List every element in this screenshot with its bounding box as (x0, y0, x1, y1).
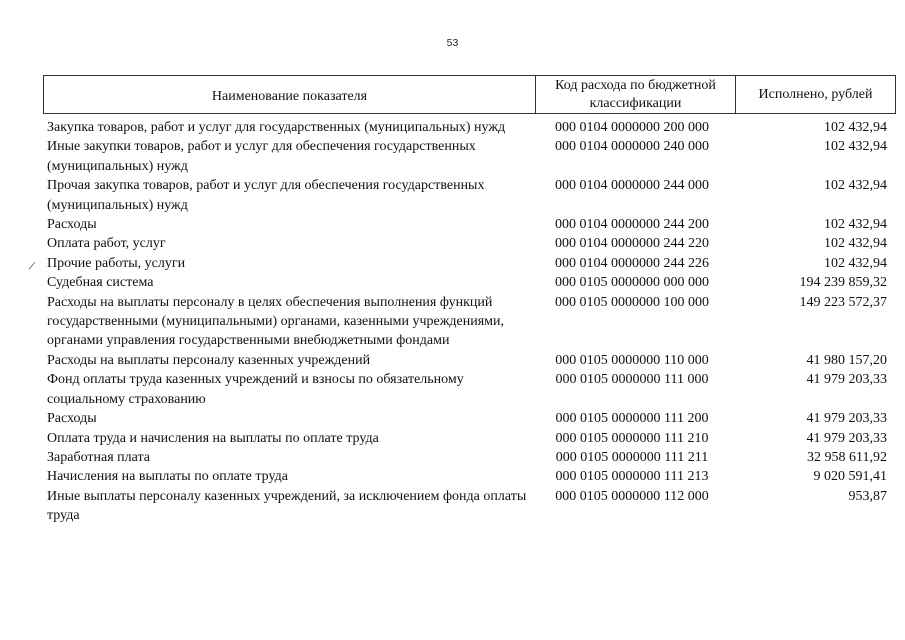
row-code: 000 0105 0000000 000 000 (555, 275, 709, 291)
header-name: Наименование показателя (211, 88, 368, 104)
row-code: 000 0104 0000000 240 000 (555, 139, 709, 155)
row-code: 000 0105 0000000 111 213 (555, 469, 709, 485)
row-code: 000 0104 0000000 244 000 (555, 178, 709, 194)
row-name: Закупка товаров, работ и услуг для государственных (муниципальных) нужд (47, 120, 506, 135)
row-amount: 102 432,94 (824, 236, 887, 252)
table-body (47, 118, 887, 526)
row-code: 000 0105 0000000 112 000 (555, 488, 709, 504)
row-code: 000 0105 0000000 110 000 (555, 352, 709, 368)
table-row (47, 293, 887, 351)
row-code: 000 0104 0000000 244 200 (555, 217, 709, 233)
table-row (47, 254, 887, 273)
row-name: Заработная плата (47, 449, 150, 465)
row-name: Расходы на выплаты персоналу казенных учреждений (47, 352, 371, 368)
table-row (47, 215, 887, 234)
row-code: 000 0104 0000000 200 000 (555, 120, 709, 135)
table-row (47, 429, 887, 448)
row-name: Прочая закупка товаров, работ и услуг для обеспечения государственных (муниципальных) нужд (47, 178, 485, 213)
row-amount: 953,87 (848, 488, 887, 504)
row-name: Расходы (47, 217, 97, 233)
row-name: Иные закупки товаров, работ и услуг для обеспечения государственных (муниципальных) нужд (47, 139, 476, 174)
row-amount: 149 223 572,37 (799, 294, 887, 310)
pen-mark: / (27, 257, 37, 274)
row-code: 000 0105 0000000 111 210 (555, 430, 709, 446)
table-row (47, 176, 887, 215)
table-row (47, 234, 887, 253)
header-code: Код расхода по бюджетной классификации (535, 76, 735, 113)
row-name: Прочие работы, услуги (47, 255, 186, 271)
row-amount: 41 979 203,33 (806, 430, 887, 446)
table-row (47, 273, 887, 292)
row-name: Иные выплаты персоналу казенных учреждений, за исключением фонда оплаты труда (47, 488, 527, 524)
row-amount: 9 020 591,41 (813, 469, 887, 485)
table-row (47, 448, 887, 467)
row-amount: 32 958 611,92 (807, 449, 887, 465)
table-header (43, 75, 896, 114)
row-amount: 194 239 859,32 (799, 275, 887, 291)
row-amount: 102 432,94 (824, 120, 887, 135)
table-row (47, 487, 887, 526)
row-amount: 41 979 203,33 (806, 372, 887, 388)
row-code: 000 0105 0000000 111 000 (555, 372, 709, 388)
row-amount: 41 980 157,20 (806, 352, 887, 368)
row-name: Судебная система (47, 275, 154, 291)
row-code: 000 0105 0000000 111 211 (555, 449, 709, 465)
table-row (47, 137, 887, 176)
row-name: Оплата работ, услуг (47, 236, 166, 252)
row-name: Оплата труда и начисления на выплаты по оплате труда (47, 430, 379, 446)
row-amount: 102 432,94 (824, 139, 887, 155)
row-name: Расходы (47, 411, 97, 427)
page-number: 53 (446, 37, 459, 49)
row-code: 000 0104 0000000 244 226 (555, 255, 709, 271)
row-name: Фонд оплаты труда казенных учреждений и взносы по обязательному социальному страхованию (47, 372, 464, 407)
table-row (47, 467, 887, 486)
row-name: Начисления на выплаты по оплате труда (47, 469, 288, 485)
row-amount: 41 979 203,33 (806, 411, 887, 427)
table-row (47, 118, 887, 137)
row-amount: 102 432,94 (824, 217, 887, 233)
row-amount: 102 432,94 (824, 255, 887, 271)
row-name: Расходы на выплаты персоналу в целях обеспечения выполнения функций государственными (муниципальными) органами, казенными учреждениями, органами управления государственными внебюджетными фондами (47, 294, 504, 349)
row-code: 000 0105 0000000 100 000 (555, 294, 709, 310)
header-executed: Исполнено, рублей (735, 76, 895, 113)
table-row (47, 351, 887, 370)
row-code: 000 0105 0000000 111 200 (555, 411, 709, 427)
row-amount: 102 432,94 (824, 178, 887, 194)
table-row (47, 409, 887, 428)
row-code: 000 0104 0000000 244 220 (555, 236, 709, 252)
table-row (47, 370, 887, 409)
